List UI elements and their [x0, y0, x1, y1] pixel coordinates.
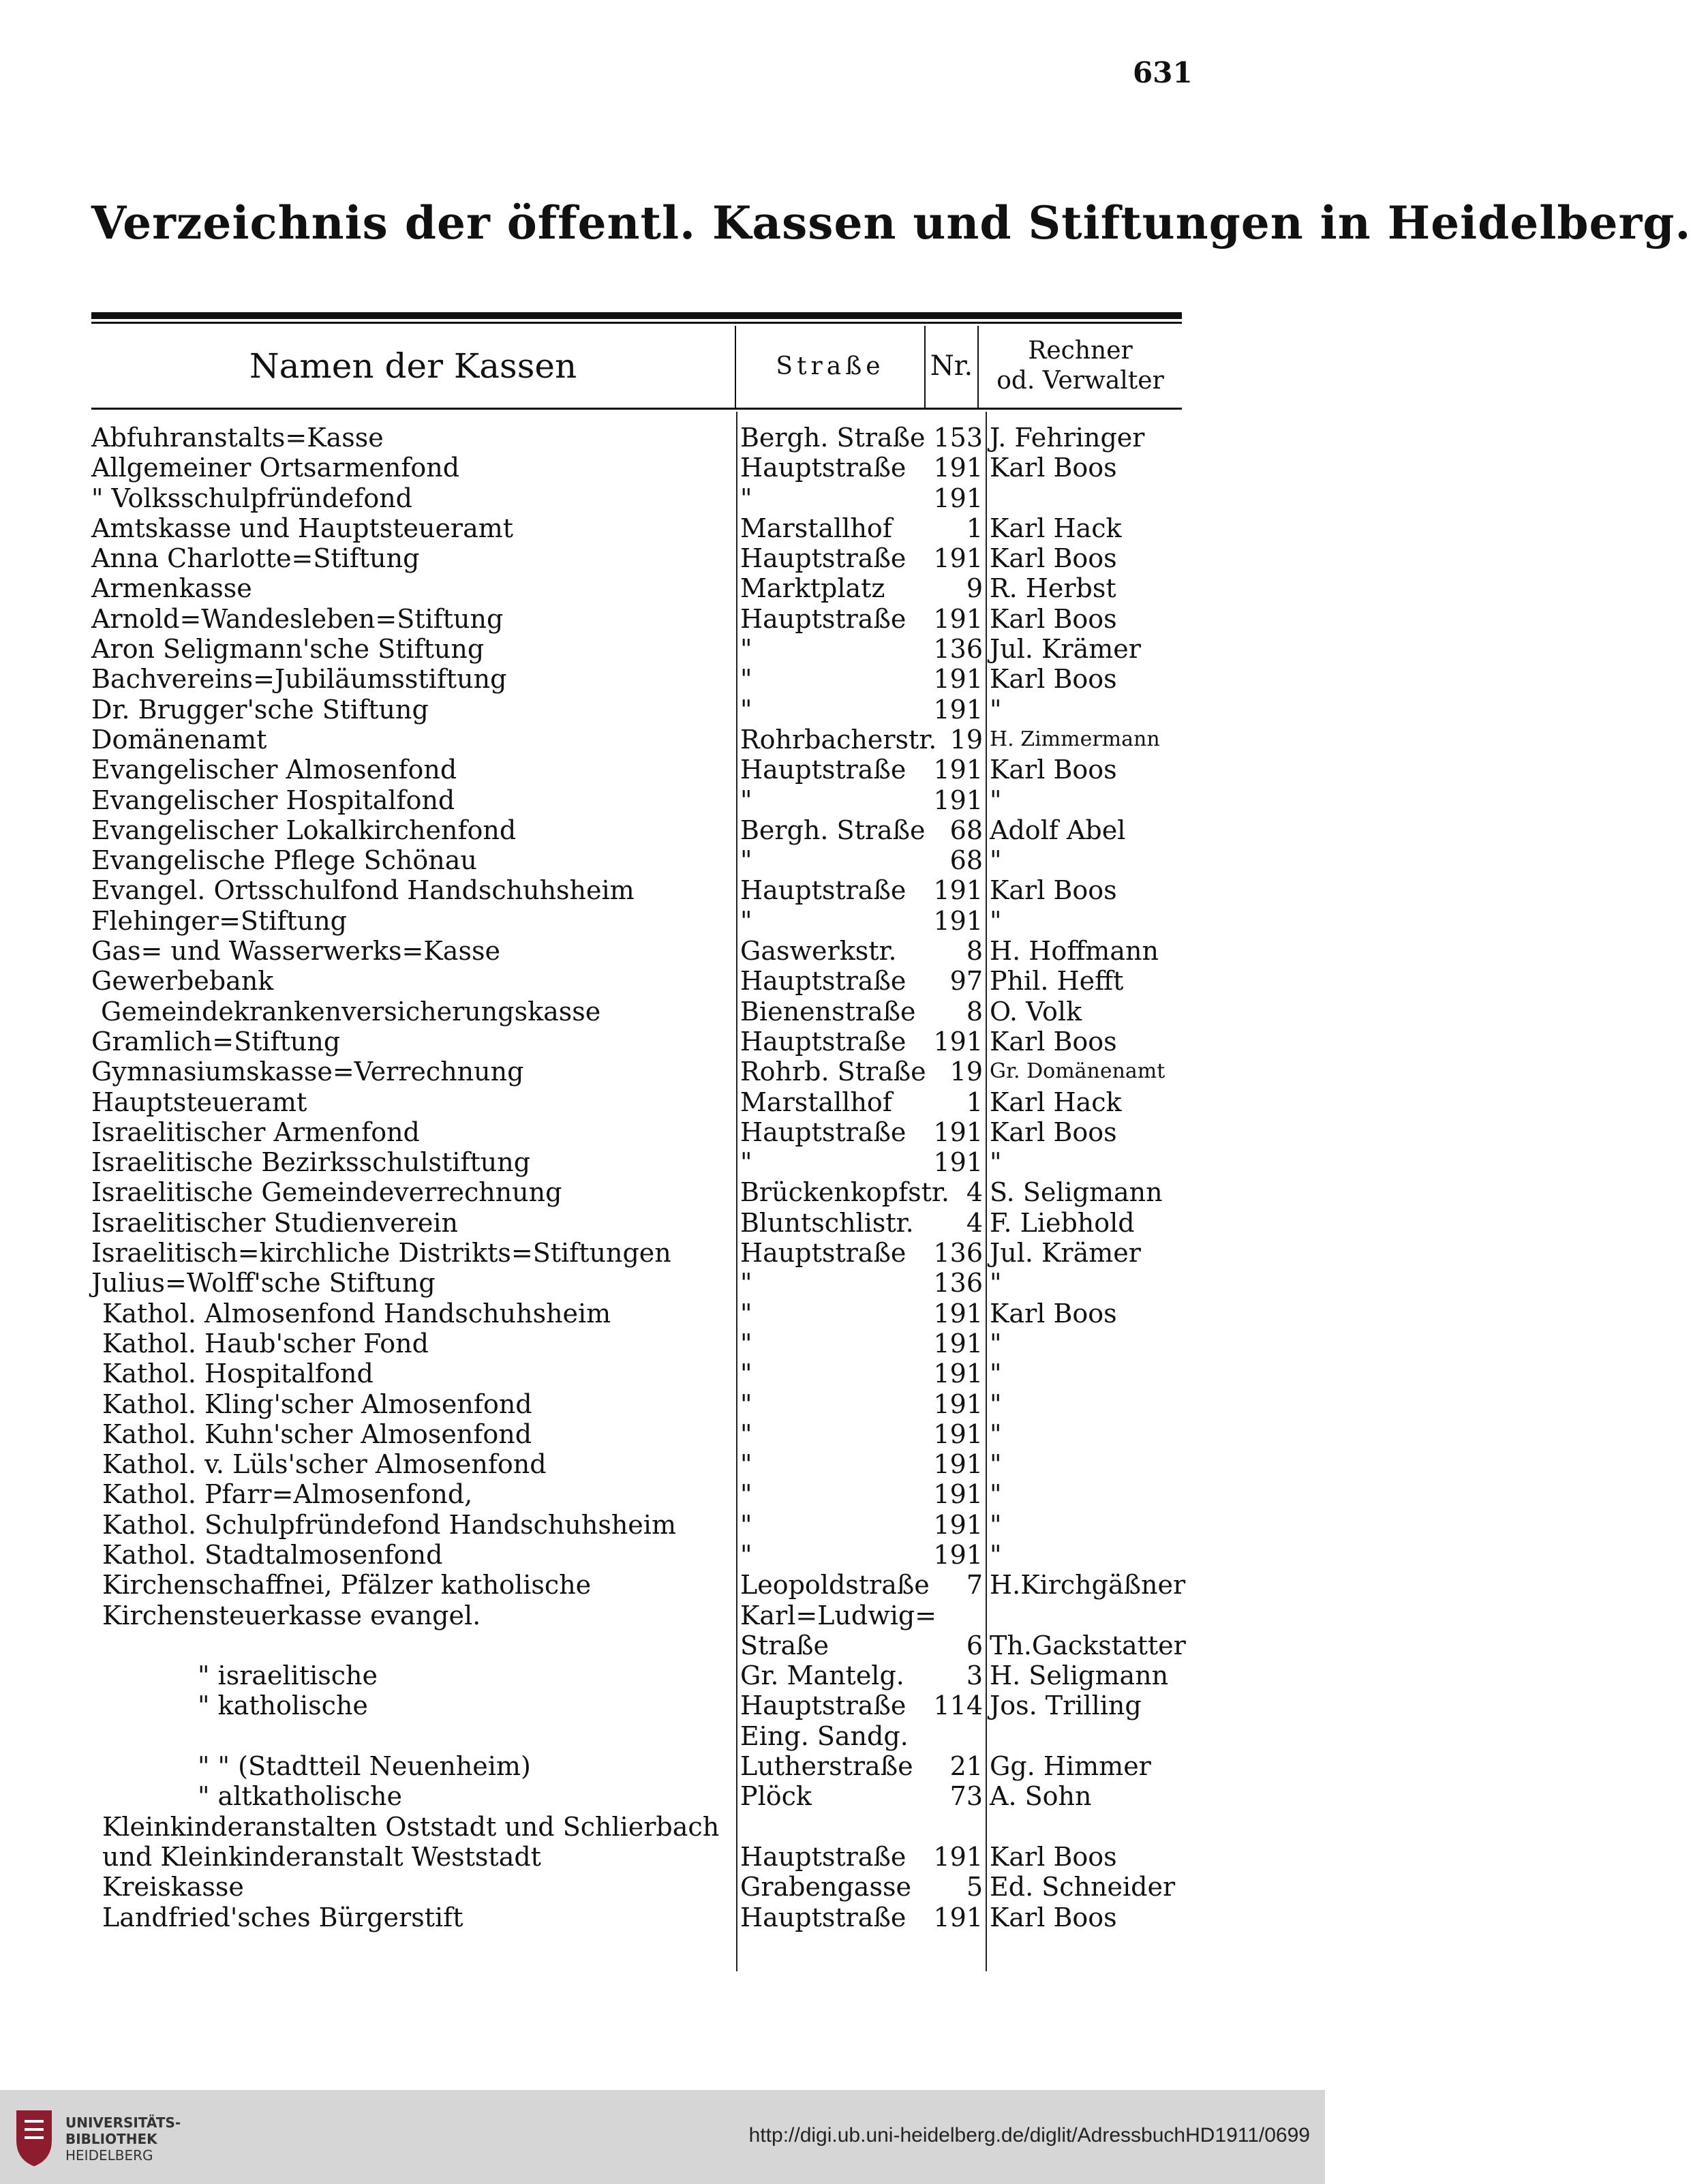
- entry-street: Hauptstraße: [740, 1690, 907, 1721]
- entry-street: Eing. Sandg.: [740, 1720, 909, 1751]
- entry-name: Gramlich=Stiftung: [91, 1026, 341, 1057]
- entry-street: ": [740, 634, 752, 665]
- entry-number: 191: [933, 453, 983, 483]
- entry-rechner: Karl Hack: [990, 513, 1122, 543]
- entry-name: Aron Seligmann'sche Stiftung: [91, 634, 485, 665]
- entry-number: 8: [966, 996, 983, 1027]
- university-seal-icon: [12, 2108, 56, 2168]
- entry-name: Julius=Wolff'sche Stiftung: [91, 1268, 436, 1299]
- entry-number: 191: [933, 1026, 983, 1057]
- header-name: Namen der Kassen: [249, 346, 577, 386]
- entry-street: ": [740, 483, 752, 513]
- entry-name: Kreiskasse: [102, 1872, 244, 1902]
- entry-street: Bergh. Straße: [740, 815, 926, 845]
- table-row: [0, 1147, 1325, 1177]
- entry-number: 19: [949, 1057, 983, 1087]
- entry-rechner: Karl Boos: [990, 453, 1117, 483]
- entry-street: ": [740, 1389, 752, 1419]
- entry-street: Karl=Ludwig=: [740, 1600, 937, 1631]
- entry-name: Bachvereins=Jubiläumsstiftung: [91, 664, 507, 695]
- entry-street: ": [740, 1328, 752, 1359]
- entry-street: ": [740, 1419, 752, 1449]
- entry-number: 3: [966, 1660, 983, 1691]
- entry-number: 191: [933, 1419, 983, 1449]
- logo-line-2: BIBLIOTHEK: [65, 2131, 157, 2147]
- entry-rechner: ": [990, 1147, 1002, 1178]
- table-row: [0, 1631, 1325, 1660]
- entry-number: 191: [933, 1841, 983, 1872]
- entry-rechner: ": [990, 905, 1002, 936]
- entry-name: Evangelischer Lokalkirchenfond: [91, 815, 517, 845]
- table-row: [0, 1177, 1325, 1207]
- entry-street: Hauptstraße: [740, 875, 907, 906]
- table-row: [0, 1117, 1325, 1147]
- entry-street: Rohrbacherstr.: [740, 724, 937, 755]
- entry-rechner: Jul. Krämer: [990, 1238, 1141, 1269]
- entry-rechner: Adolf Abel: [990, 815, 1126, 845]
- entry-rechner: Phil. Hefft: [990, 966, 1124, 997]
- entry-number: 7: [966, 1570, 983, 1601]
- table-row: [0, 573, 1325, 603]
- entry-number: 191: [933, 1359, 983, 1389]
- entry-rechner: Gr. Domänenamt: [990, 1059, 1166, 1084]
- entry-street: ": [740, 845, 752, 876]
- source-url-link[interactable]: http://digi.ub.uni-heidelberg.de/diglit/AdressbuchHD1911/0699: [748, 2124, 1310, 2147]
- footer-bar: [0, 2090, 1325, 2184]
- table-row: [0, 1601, 1325, 1631]
- logo-line-1: UNIVERSITÄTS-: [65, 2114, 181, 2131]
- entry-rechner: Karl Hack: [990, 1087, 1122, 1117]
- entry-name: Kirchensteuerkasse evangel.: [102, 1600, 481, 1631]
- entry-rechner: ": [990, 1479, 1002, 1510]
- header-nr: Nr.: [930, 350, 973, 382]
- entry-name: Amtskasse und Hauptsteueramt: [91, 513, 514, 543]
- table-row: [0, 1902, 1325, 1932]
- entry-number: 191: [933, 875, 983, 906]
- entry-number: 19: [949, 724, 983, 755]
- entry-name: Gemeindekrankenversicherungskasse: [101, 996, 601, 1027]
- entry-name: Kathol. Stadtalmosenfond: [102, 1539, 443, 1570]
- table-row: [0, 1449, 1325, 1479]
- entry-name: Arnold=Wandesleben=Stiftung: [91, 603, 504, 634]
- entry-number: 191: [933, 1298, 983, 1329]
- entry-rechner: ": [990, 1359, 1002, 1389]
- table-row: [0, 1087, 1325, 1117]
- entry-number: 136: [933, 634, 983, 665]
- table-row: [0, 1299, 1325, 1329]
- entry-name: Kathol. Pfarr=Almosenfond,: [102, 1479, 473, 1510]
- header-street: Straße: [776, 352, 885, 380]
- entry-street: Hauptstraße: [740, 1026, 907, 1057]
- entry-name: Israelitisch=kirchliche Distrikts=Stiftungen: [91, 1238, 671, 1269]
- entry-street: ": [740, 1479, 752, 1510]
- entry-name: Kathol. Kuhn'scher Almosenfond: [102, 1419, 532, 1449]
- entry-name: Kathol. Kling'scher Almosenfond: [102, 1389, 532, 1419]
- entry-street: ": [740, 1539, 752, 1570]
- entry-street: Marstallhof: [740, 513, 892, 543]
- entry-number: 1: [966, 1087, 983, 1117]
- entry-rechner: Karl Boos: [990, 755, 1117, 785]
- entry-rechner: Ed. Schneider: [990, 1872, 1176, 1902]
- table-row: [0, 543, 1325, 573]
- entry-street: Hauptstraße: [740, 543, 907, 574]
- entry-number: 136: [933, 1238, 983, 1269]
- entry-number: 191: [933, 603, 983, 634]
- entry-street: ": [740, 1298, 752, 1329]
- table-row: [0, 1570, 1325, 1600]
- entry-number: 114: [933, 1690, 983, 1721]
- entry-rechner: O. Volk: [990, 996, 1082, 1027]
- entry-rechner: ": [990, 1449, 1002, 1480]
- table-row: [0, 1812, 1325, 1842]
- entry-name: Kathol. Schulpfründefond Handschuhsheim: [102, 1509, 676, 1540]
- table-row: [0, 483, 1325, 513]
- entry-number: 68: [949, 815, 983, 845]
- entry-name: Kleinkinderanstalten Oststadt und Schlierbach: [102, 1811, 720, 1842]
- entry-rechner: Karl Boos: [990, 603, 1117, 634]
- entry-name: und Kleinkinderanstalt Weststadt: [102, 1841, 541, 1872]
- entry-name: Kirchenschaffnei, Pfälzer katholische: [102, 1570, 592, 1601]
- entry-rechner: ": [990, 1539, 1002, 1570]
- table-row: [0, 1540, 1325, 1570]
- entry-rechner: Jul. Krämer: [990, 634, 1141, 665]
- header-divider-1: [735, 326, 736, 408]
- entry-street: ": [740, 1449, 752, 1480]
- entry-rechner: Jos. Trilling: [990, 1690, 1142, 1721]
- table-row: [0, 1690, 1325, 1720]
- entry-name: Allgemeiner Ortsarmenfond: [91, 453, 460, 483]
- entry-name: Hauptsteueramt: [91, 1087, 307, 1117]
- header-rechner-line1: Rechner: [1028, 337, 1133, 365]
- entry-street: Lutherstraße: [740, 1751, 913, 1782]
- page-title: Verzeichnis der öffentl. Kassen und Stiftungen in Heidelberg.: [91, 196, 1691, 249]
- entry-number: 4: [966, 1177, 983, 1208]
- entry-name: Flehinger=Stiftung: [91, 905, 347, 936]
- entry-street: Leopoldstraße: [740, 1570, 930, 1601]
- table-row: [0, 1751, 1325, 1781]
- entry-street: ": [740, 664, 752, 695]
- header-bottom-rule: [91, 408, 1182, 410]
- entry-number: 191: [933, 755, 983, 785]
- entry-number: 191: [933, 1479, 983, 1510]
- entry-number: 191: [933, 1328, 983, 1359]
- table-row: [0, 1510, 1325, 1540]
- table-row: [0, 634, 1325, 664]
- entry-street: Bienenstraße: [740, 996, 916, 1027]
- entry-number: 136: [933, 1268, 983, 1299]
- entry-street: ": [740, 905, 752, 936]
- entry-street: Brückenkopfstr.: [740, 1177, 949, 1208]
- entry-number: 68: [949, 845, 983, 876]
- entry-rechner: S. Seligmann: [990, 1177, 1163, 1208]
- table-row: [0, 906, 1325, 936]
- entry-name: Gas= und Wasserwerks=Kasse: [91, 936, 500, 967]
- entry-name: Landfried'sches Bürgerstift: [102, 1902, 463, 1932]
- table-row: [0, 664, 1325, 694]
- entry-street: ": [740, 694, 752, 725]
- entry-name: Armenkasse: [91, 573, 252, 604]
- table-row: [0, 453, 1325, 483]
- table-row: [0, 755, 1325, 785]
- entry-name: " katholische: [198, 1690, 368, 1721]
- entry-rechner: ": [990, 785, 1002, 815]
- entry-rechner: Karl Boos: [990, 1841, 1117, 1872]
- entry-number: 191: [933, 1389, 983, 1419]
- entry-number: 9: [966, 573, 983, 604]
- entry-rechner: ": [990, 694, 1002, 725]
- entry-street: Marktplatz: [740, 573, 885, 604]
- entry-street: Hauptstraße: [740, 1117, 907, 1147]
- entry-number: 191: [933, 1449, 983, 1480]
- entry-rechner: Gg. Himmer: [990, 1751, 1151, 1782]
- entry-name: Israelitische Bezirksschulstiftung: [91, 1147, 531, 1178]
- entry-number: 191: [933, 905, 983, 936]
- entry-name: Evangelischer Almosenfond: [91, 755, 457, 785]
- entry-number: 191: [933, 1509, 983, 1540]
- entry-rechner: J. Fehringer: [990, 423, 1145, 453]
- logo-line-3: HEIDELBERG: [65, 2147, 153, 2164]
- entry-number: 191: [933, 785, 983, 815]
- entry-rechner: H. Seligmann: [990, 1660, 1169, 1691]
- entry-name: Evangel. Ortsschulfond Handschuhsheim: [91, 875, 635, 906]
- entry-rechner: ": [990, 1389, 1002, 1419]
- entry-street: Grabengasse: [740, 1872, 911, 1902]
- entry-street: Gaswerkstr.: [740, 936, 897, 967]
- entry-number: 73: [949, 1781, 983, 1812]
- entry-rechner: Karl Boos: [990, 543, 1117, 574]
- entry-number: 191: [933, 483, 983, 513]
- table-row: [0, 1660, 1325, 1690]
- entry-number: 191: [933, 1117, 983, 1147]
- entry-number: 1: [966, 513, 983, 543]
- entry-name: Evangelischer Hospitalfond: [91, 785, 455, 815]
- entry-rechner: ": [990, 845, 1002, 876]
- entry-name: " " (Stadtteil Neuenheim): [198, 1751, 531, 1782]
- table-row: [0, 936, 1325, 966]
- entry-street: Bergh. Straße: [740, 423, 926, 453]
- header-divider-3: [977, 326, 979, 408]
- header-rechner: [979, 326, 1182, 406]
- entry-number: 191: [933, 1902, 983, 1932]
- entry-number: 153: [933, 423, 983, 453]
- table-row: [0, 725, 1325, 755]
- table-row: [0, 1027, 1325, 1057]
- entry-name: Israelitischer Studienverein: [91, 1207, 458, 1238]
- table-row: [0, 1781, 1325, 1811]
- entry-street: Rohrb. Straße: [740, 1057, 926, 1087]
- table-row: [0, 1842, 1325, 1872]
- entry-rechner: Karl Boos: [990, 1117, 1117, 1147]
- entry-name: Gewerbebank: [91, 966, 274, 997]
- entry-name: Kathol. v. Lüls'scher Almosenfond: [102, 1449, 547, 1480]
- table-row: [0, 1389, 1325, 1419]
- entry-street: ": [740, 785, 752, 815]
- entry-street: Bluntschlistr.: [740, 1207, 914, 1238]
- table-row: [0, 875, 1325, 905]
- library-logo-text: [65, 2114, 181, 2164]
- entry-number: 97: [949, 966, 983, 997]
- entry-name: Evangelische Pflege Schönau: [91, 845, 477, 876]
- entry-number: 21: [949, 1751, 983, 1782]
- kassen-table-body: [0, 423, 1325, 1932]
- entry-rechner: H. Hoffmann: [990, 936, 1159, 967]
- entry-street: Marstallhof: [740, 1087, 892, 1117]
- header-rechner-line2: od. Verwalter: [996, 367, 1164, 395]
- entry-street: ": [740, 1359, 752, 1389]
- entry-name: Anna Charlotte=Stiftung: [91, 543, 420, 574]
- entry-rechner: A. Sohn: [990, 1781, 1092, 1812]
- entry-number: 191: [933, 694, 983, 725]
- entry-name: Israelitische Gemeindeverrechnung: [91, 1177, 562, 1208]
- table-row: [0, 1329, 1325, 1359]
- entry-rechner: ": [990, 1268, 1002, 1299]
- entry-number: 6: [966, 1630, 983, 1660]
- entry-name: Israelitischer Armenfond: [91, 1117, 420, 1147]
- table-row: [0, 1872, 1325, 1902]
- table-row: [0, 1238, 1325, 1268]
- entry-rechner: Karl Boos: [990, 1902, 1117, 1932]
- table-row: [0, 604, 1325, 634]
- entry-street: Gr. Mantelg.: [740, 1660, 904, 1691]
- entry-rechner: ": [990, 1509, 1002, 1540]
- entry-number: 5: [966, 1872, 983, 1902]
- entry-rechner: Karl Boos: [990, 664, 1117, 695]
- entry-street: Straße: [740, 1630, 829, 1660]
- entry-number: 191: [933, 664, 983, 695]
- page-number: 631: [1133, 56, 1193, 89]
- entry-name: Kathol. Hospitalfond: [102, 1359, 374, 1389]
- entry-number: 4: [966, 1207, 983, 1238]
- entry-rechner: H.Kirchgäßner: [990, 1570, 1186, 1601]
- table-row: [0, 1419, 1325, 1449]
- entry-rechner: R. Herbst: [990, 573, 1116, 604]
- table-row: [0, 815, 1325, 845]
- entry-number: 8: [966, 936, 983, 967]
- entry-name: " israelitische: [198, 1660, 378, 1691]
- table-row: [0, 1721, 1325, 1751]
- entry-rechner: Karl Boos: [990, 1298, 1117, 1329]
- entry-street: Plöck: [740, 1781, 812, 1812]
- table-row: [0, 1208, 1325, 1238]
- entry-rechner: F. Liebhold: [990, 1207, 1135, 1238]
- entry-name: Kathol. Haub'scher Fond: [102, 1328, 429, 1359]
- entry-street: ": [740, 1509, 752, 1540]
- table-row: [0, 845, 1325, 875]
- entry-street: Hauptstraße: [740, 966, 907, 997]
- table-row: [0, 1359, 1325, 1389]
- header-divider-2: [924, 326, 926, 408]
- entry-name: " altkatholische: [198, 1781, 402, 1812]
- table-row: [0, 966, 1325, 996]
- table-row: [0, 997, 1325, 1027]
- entry-rechner: Karl Boos: [990, 1026, 1117, 1057]
- entry-rechner: Karl Boos: [990, 875, 1117, 906]
- entry-street: Hauptstraße: [740, 1238, 907, 1269]
- entry-street: Hauptstraße: [740, 1902, 907, 1932]
- entry-name: Gymnasiumskasse=Verrechnung: [91, 1057, 524, 1087]
- entry-rechner: ": [990, 1328, 1002, 1359]
- entry-rechner: ": [990, 1419, 1002, 1449]
- entry-name: Kathol. Almosenfond Handschuhsheim: [102, 1298, 611, 1329]
- entry-name: Dr. Brugger'sche Stiftung: [91, 694, 429, 725]
- table-row: [0, 1268, 1325, 1298]
- entry-number: 191: [933, 543, 983, 574]
- entry-name: Domänenamt: [91, 724, 267, 755]
- table-top-thin-rule: [91, 322, 1182, 324]
- table-top-rule: [91, 312, 1182, 319]
- entry-street: Hauptstraße: [740, 603, 907, 634]
- entry-rechner: Th.Gackstatter: [990, 1630, 1186, 1660]
- table-row: [0, 1057, 1325, 1087]
- entry-street: Hauptstraße: [740, 755, 907, 785]
- table-row: [0, 695, 1325, 725]
- table-row: [0, 785, 1325, 815]
- entry-name: Abfuhranstalts=Kasse: [91, 423, 384, 453]
- entry-name: " Volksschulpfründefond: [91, 483, 413, 513]
- entry-street: ": [740, 1268, 752, 1299]
- entry-number: 191: [933, 1147, 983, 1178]
- entry-number: 191: [933, 1539, 983, 1570]
- table-row: [0, 423, 1325, 453]
- entry-street: Hauptstraße: [740, 453, 907, 483]
- entry-rechner: H. Zimmermann: [990, 727, 1160, 751]
- entry-street: ": [740, 1147, 752, 1178]
- table-row: [0, 1479, 1325, 1509]
- table-row: [0, 513, 1325, 543]
- entry-street: Hauptstraße: [740, 1841, 907, 1872]
